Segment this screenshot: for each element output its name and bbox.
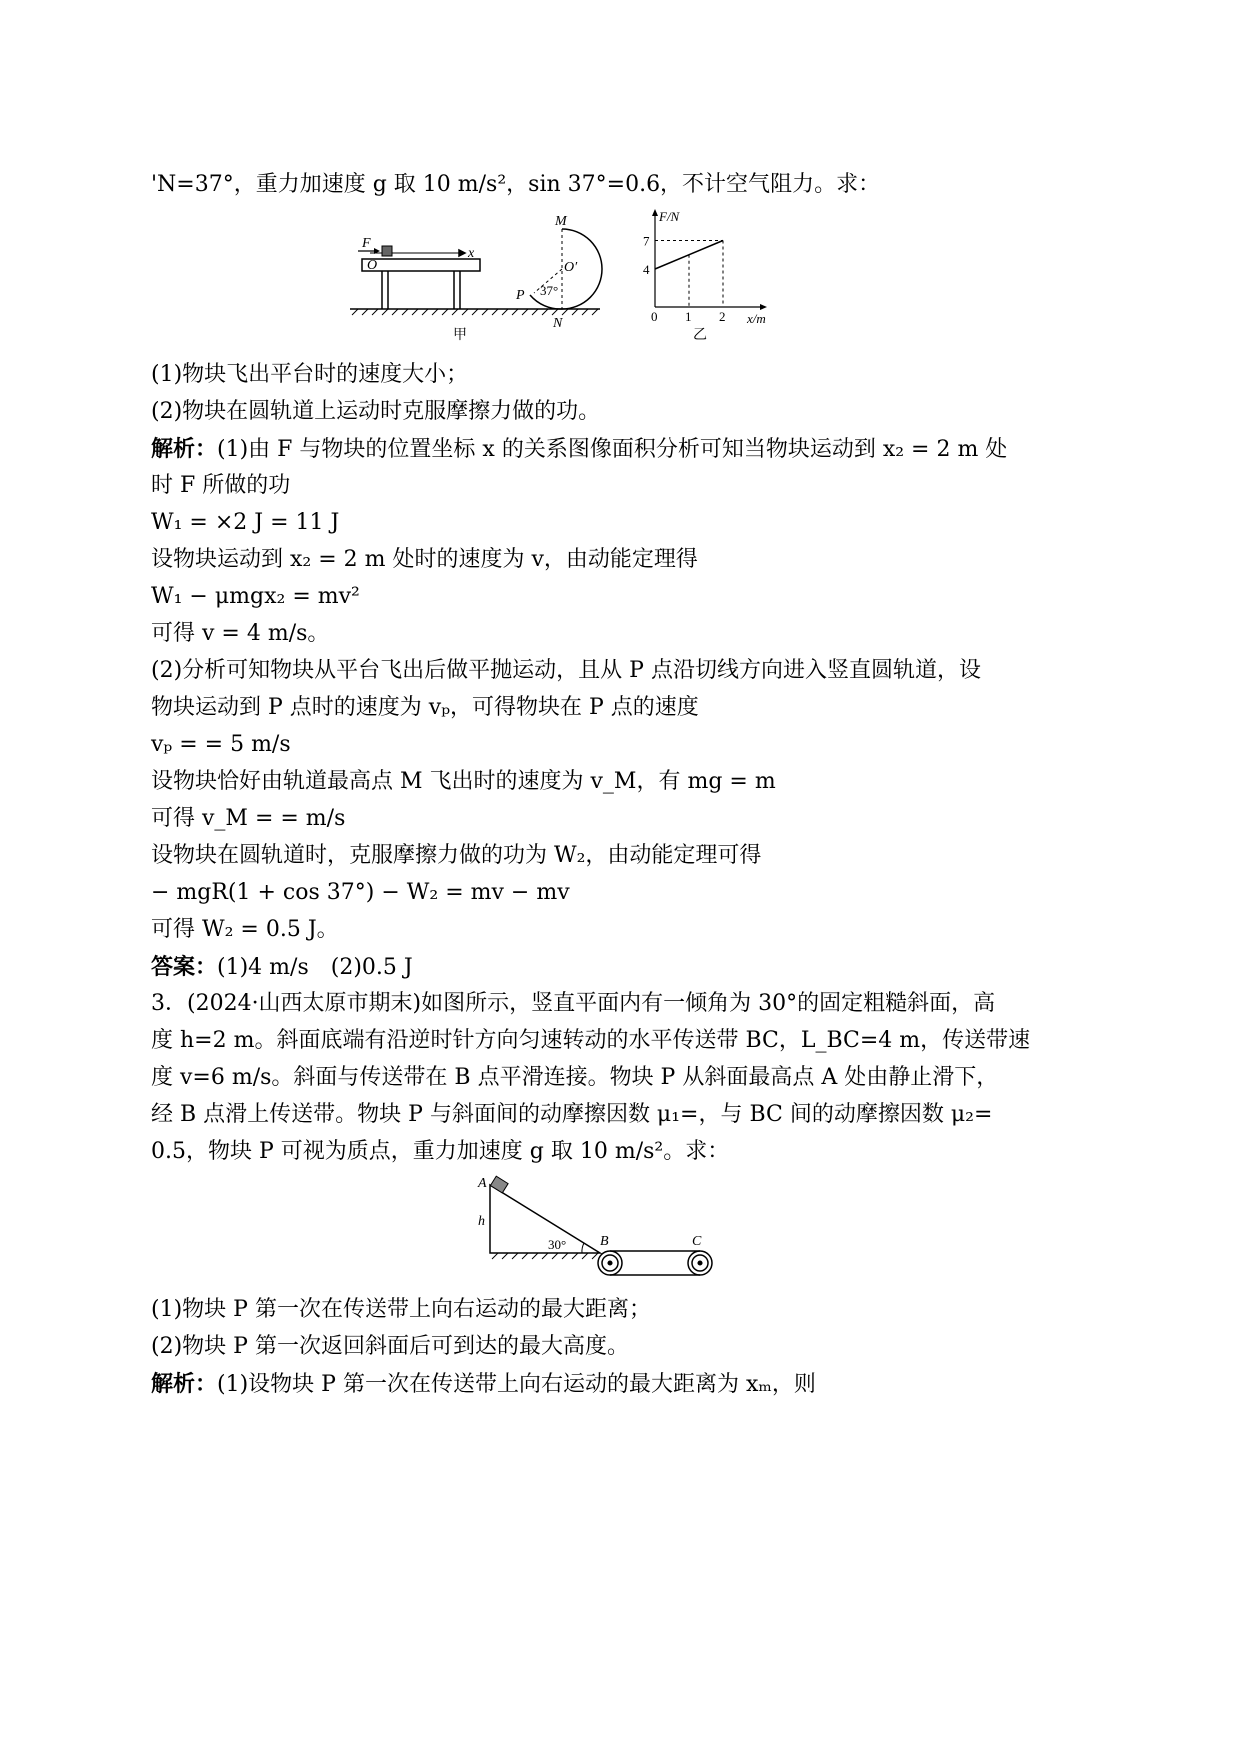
y-axis-label: F/N <box>659 209 680 224</box>
force-position-chart <box>635 205 795 345</box>
label-jiexi: 解析： <box>151 1371 218 1397</box>
label-A: A <box>478 1176 487 1191</box>
block <box>490 1176 508 1193</box>
text-line: 0.5，物块 P 可视为质点，重力加速度 g 取 10 m/s²。求： <box>151 1139 730 1164</box>
label-B: B <box>600 1234 609 1249</box>
text-line: (2)分析可知物块从平台飞出后做平抛运动，且从 P 点沿切线方向进入竖直圆轨道，设 <box>151 658 981 683</box>
label-P: P <box>516 288 525 303</box>
label-M: M <box>555 214 567 229</box>
text-line: 3．(2024·山西太原市期末)如图所示，竖直平面内有一倾角为 30°的固定粗糙斜面，高 <box>151 991 996 1016</box>
text-line: 可得 W₂ = 0.5 J。 <box>151 917 339 942</box>
y-tick-label: 7 <box>643 233 650 249</box>
label-jiexi: 解析： <box>151 436 218 462</box>
text-line: vₚ = = 5 m/s <box>151 732 291 757</box>
conveyor-belt <box>598 1251 712 1275</box>
label-F: F <box>362 236 371 251</box>
y-tick-label: 4 <box>643 262 650 277</box>
text-line: (1)物块 P 第一次在传送带上向右运动的最大距离； <box>151 1297 651 1322</box>
text-line: 可得 v = 4 m/s。 <box>151 621 330 646</box>
text-line: 'N=37°，重力加速度 g 取 10 m/s²，sin 37°=0.6，不计空气阻力。求： <box>151 172 881 197</box>
platform <box>362 250 480 309</box>
text-line: 度 v=6 m/s。斜面与传送带在 B 点平滑连接。物块 P 从斜面最高点 A 处由静止滑下， <box>151 1065 999 1090</box>
label-O-prime: O′ <box>564 260 578 275</box>
label-h: h <box>478 1214 485 1229</box>
text-line: − mgR(1 + cos 37°) − W₂ = mv − mv <box>151 880 570 905</box>
text-line: 设物块运动到 x₂ = 2 m 处时的速度为 v，由动能定理得 <box>151 547 698 572</box>
figure-incline-conveyor <box>470 1175 790 1295</box>
text-line: (1)物块飞出平台时的速度大小； <box>151 362 469 387</box>
label-O: O <box>367 258 378 273</box>
label-C: C <box>692 1234 702 1249</box>
ground <box>492 1253 598 1259</box>
label-angle: 30° <box>548 1237 567 1252</box>
text-line: W₁ = ×2 J = 11 J <box>151 510 340 535</box>
text-line: 度 h=2 m。斜面底端有沿逆时针方向匀速转动的水平传送带 BC，L_BC=4 m，传送带速 <box>151 1028 1031 1053</box>
text-line: W₁ − μmgx₂ = mv² <box>151 584 360 609</box>
text-line: 时 F 所做的功 <box>151 473 291 498</box>
incline <box>490 1185 600 1253</box>
text-line: 设物块恰好由轨道最高点 M 飞出时的速度为 v_M，有 mg = m <box>151 769 776 794</box>
text-line: 答案：(1)4 m/s (2)0.5 J <box>151 954 413 980</box>
text-line: (2)物块在圆轨道上运动时克服摩擦力做的功。 <box>151 399 601 424</box>
figure-platform-track <box>340 205 620 345</box>
label-answer: 答案： <box>151 954 218 980</box>
x-tick-label: 0 <box>651 309 658 324</box>
text-line: 物块运动到 P 点时的速度为 vₚ，可得物块在 P 点的速度 <box>151 695 699 720</box>
label-angle: 37° <box>540 283 559 298</box>
block <box>382 246 392 256</box>
ground <box>350 309 600 315</box>
text-line: (2)物块 P 第一次返回斜面后可到达的最大高度。 <box>151 1334 629 1359</box>
text-line: 设物块在圆轨道时，克服摩擦力做的功为 W₂，由动能定理可得 <box>151 843 762 868</box>
text-line: 解析：(1)设物块 P 第一次在传送带上向右运动的最大距离为 xₘ，则 <box>151 1371 816 1397</box>
x-tick-label: 1 <box>685 309 692 324</box>
text-line: 经 B 点滑上传送带。物块 P 与斜面间的动摩擦因数 μ₁=，与 BC 间的动摩擦因数 μ₂= <box>151 1102 993 1127</box>
caption-yi: 乙 <box>693 328 707 343</box>
caption-jia: 甲 <box>453 328 467 343</box>
x-axis-label: x/m <box>747 311 766 326</box>
text-line: 可得 v_M = = m/s <box>151 806 346 831</box>
text-line: 解析：(1)由 F 与物块的位置坐标 x 的关系图像面积分析可知当物块运动到 x₂ = 2 m 处 <box>151 436 1008 462</box>
label-N: N <box>553 316 563 331</box>
label-x: x <box>468 246 475 261</box>
x-tick-label: 2 <box>719 309 726 324</box>
